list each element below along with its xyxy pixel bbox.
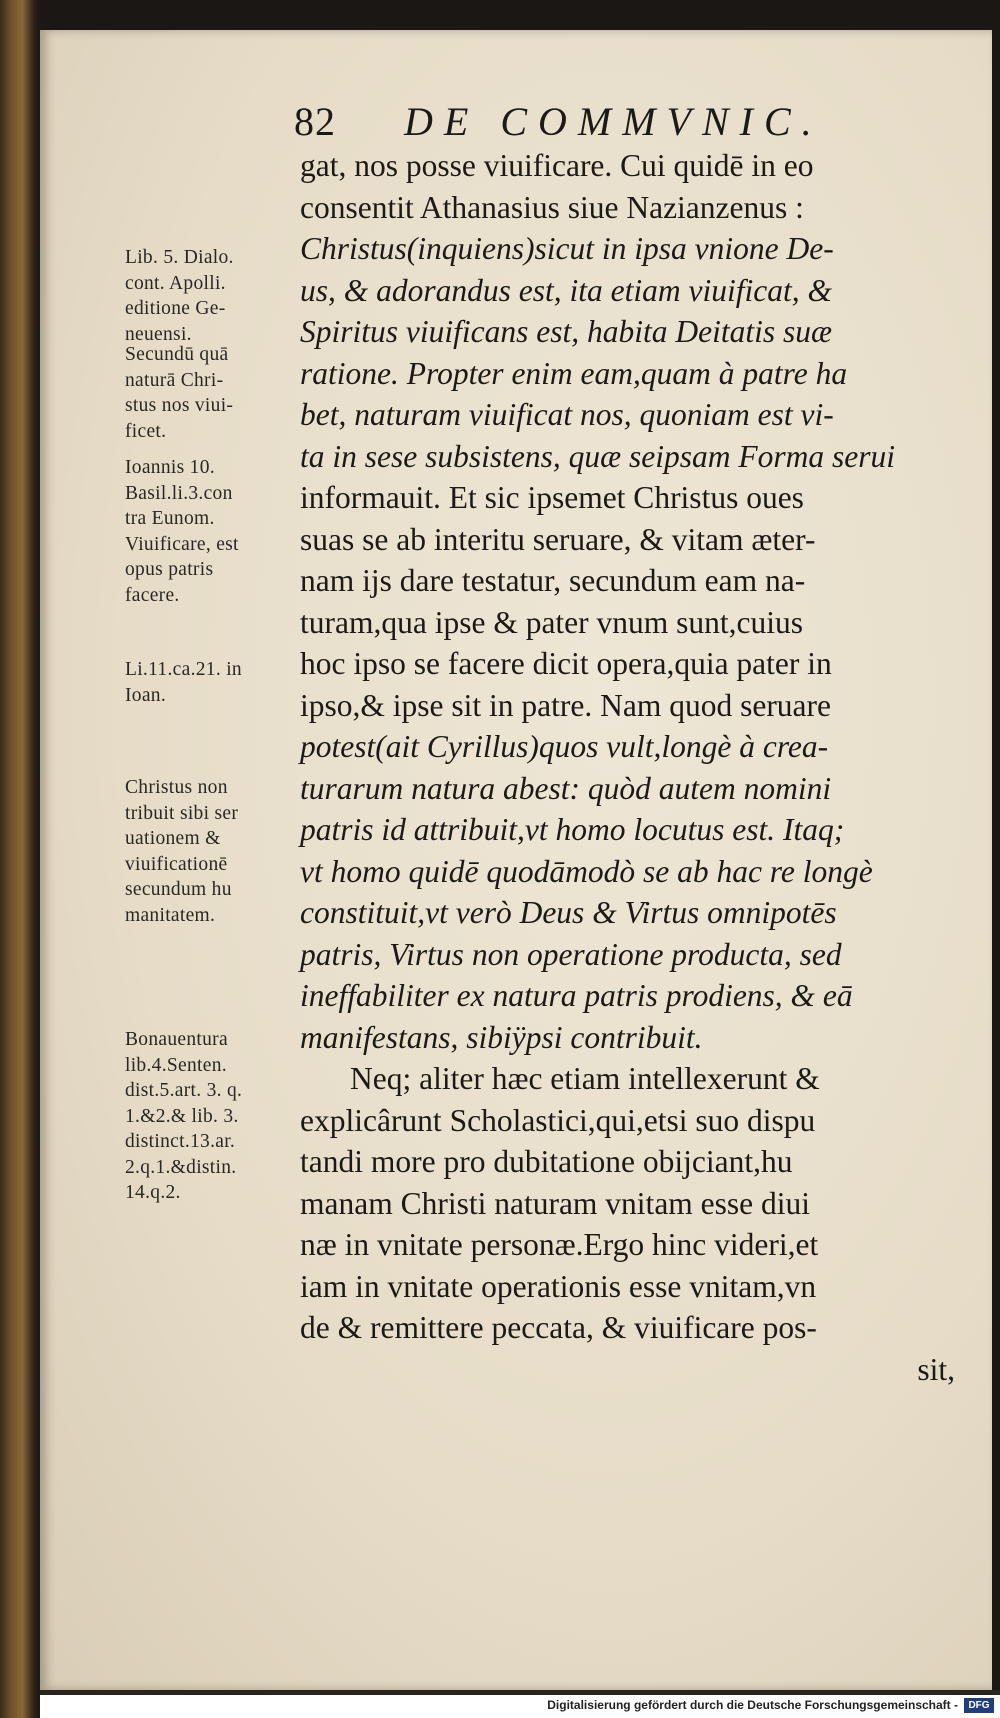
margin-note-line: tra Eunom. [125, 508, 215, 529]
margin-note-line: Bonauentura [125, 1029, 228, 1050]
text-line: turarum natura abest: quòd autem nomini [300, 770, 832, 806]
running-head: DE COMMVNIC. [404, 99, 823, 144]
text-line: bet, naturam viuificat nos, quoniam est vi- [300, 397, 834, 432]
margin-note [125, 775, 295, 928]
margin-note-line: opus patris [125, 559, 214, 580]
text-line: iam in vnitate operationis esse vnitam,vn [300, 1268, 817, 1304]
margin-note-line: Basil.li.3.con [125, 482, 233, 504]
text-line: consentit Athanasius siue Nazianzenus : [300, 189, 804, 225]
margin-note [125, 1027, 295, 1206]
text-line: manifestans, sibiÿpsi contribuit. [300, 1019, 703, 1055]
text-line: ipso,& ipse sit in patre. Nam quod seruare [300, 687, 832, 723]
text-line: constituit,vt verò Deus & Virtus omnipotēs [300, 895, 837, 930]
text-line: Christus(inquiens)sicut in ipsa vnione De- [300, 231, 834, 266]
margin-note-line: editione Ge- [125, 298, 226, 319]
margin-note-line: distinct.13.ar. [125, 1131, 236, 1152]
text-line: informauit. Et sic ipsemet Christus oues [300, 480, 804, 515]
margin-note [125, 455, 295, 608]
text-line: suas se ab interitu seruare, & vitam æter- [300, 521, 816, 557]
text-line: gat, nos posse viuificare. Cui quidē in eo [300, 148, 814, 183]
margin-note-line: Lib. 5. Dialo. [125, 247, 234, 268]
text-line: potest(ait Cyrillus)quos vult,longè à crea- [300, 729, 829, 764]
text-line: Spiritus viuificans est, habita Deitatis suæ [300, 314, 833, 349]
text-line: ineffabiliter ex natura patris prodiens, & eā [300, 978, 853, 1013]
text-line: ta in sese subsistens, quæ seipsam Forma serui [300, 438, 896, 474]
main-text-block [300, 145, 960, 1390]
digitization-credit: Digitalisierung gefördert durch die Deutsche Forschungsgemeinschaft - [547, 1698, 958, 1712]
margin-note-line: Viuificare, est [125, 533, 239, 555]
margin-note-line: tribuit sibi ser [125, 802, 239, 824]
text-line: vt homo quidē quodāmodò se ab hac re longè [300, 853, 873, 889]
margin-note-line: secundum hu [125, 879, 232, 900]
margin-note-line: cont. Apolli. [125, 272, 226, 294]
text-line: næ in vnitate personæ.Ergo hinc videri,et [300, 1227, 819, 1262]
text-line: patris, Virtus non operatione producta, sed [300, 936, 842, 972]
text-line: explicârunt Scholastici,qui,etsi suo dispu [300, 1102, 816, 1138]
text-line: manam Christi naturam vnitam esse diui [300, 1185, 811, 1221]
text-line: hoc ipso se facere dicit opera,quia pater in [300, 646, 832, 681]
catchword: sit, [917, 1351, 955, 1387]
margin-note-line: Ioannis 10. [125, 457, 215, 478]
text-line: tandi more pro dubitatione obijciant,hu [300, 1144, 793, 1179]
margin-note-line: uationem & [125, 828, 221, 849]
margin-note-line: naturā Chri- [125, 369, 224, 391]
margin-note-line: lib.4.Senten. [125, 1054, 227, 1076]
text-line: us, & adorandus est, ita etiam viuificat, & [300, 272, 832, 308]
digitization-footer [40, 1695, 1000, 1718]
margin-note-line: Secundū quā [125, 344, 229, 365]
text-line: ratione. Propter enim eam,quam à patre ha [300, 355, 848, 391]
margin-note-line: 2.q.1.&distin. [125, 1156, 237, 1178]
dfg-logo: DFG [964, 1698, 994, 1713]
margin-note-line: 14.q.2. [125, 1182, 181, 1203]
margin-note-line: viuificationē [125, 853, 228, 875]
margin-note-line: neuensi. [125, 323, 192, 345]
margin-note-line: manitatem. [125, 904, 216, 926]
text-line: turam,qua ipse & pater vnum sunt,cuius [300, 604, 804, 640]
margin-note [125, 342, 295, 444]
text-line: Neq; aliter hæc etiam intellexerunt & [350, 1061, 820, 1096]
margin-note-line: Li.11.ca.21. in [125, 659, 242, 680]
margin-note-line: Ioan. [125, 684, 167, 706]
margin-note-line: ficet. [125, 420, 167, 442]
text-line: patris id attribuit,vt homo locutus est. Itaq; [300, 812, 845, 847]
text-line: nam ijs dare testatur, secundum eam na- [300, 563, 806, 598]
margin-note-line: dist.5.art. 3. q. [125, 1080, 243, 1101]
margin-note [125, 245, 295, 347]
margin-note-line: Christus non [125, 777, 228, 798]
text-line: de & remittere peccata, & viuificare pos- [300, 1310, 817, 1345]
margin-note [125, 657, 295, 708]
margin-note-line: facere. [125, 584, 180, 606]
page-number: 82 [294, 99, 336, 144]
margin-note-line: stus nos viui- [125, 395, 234, 416]
margin-note-line: 1.&2.& lib. 3. [125, 1105, 239, 1127]
